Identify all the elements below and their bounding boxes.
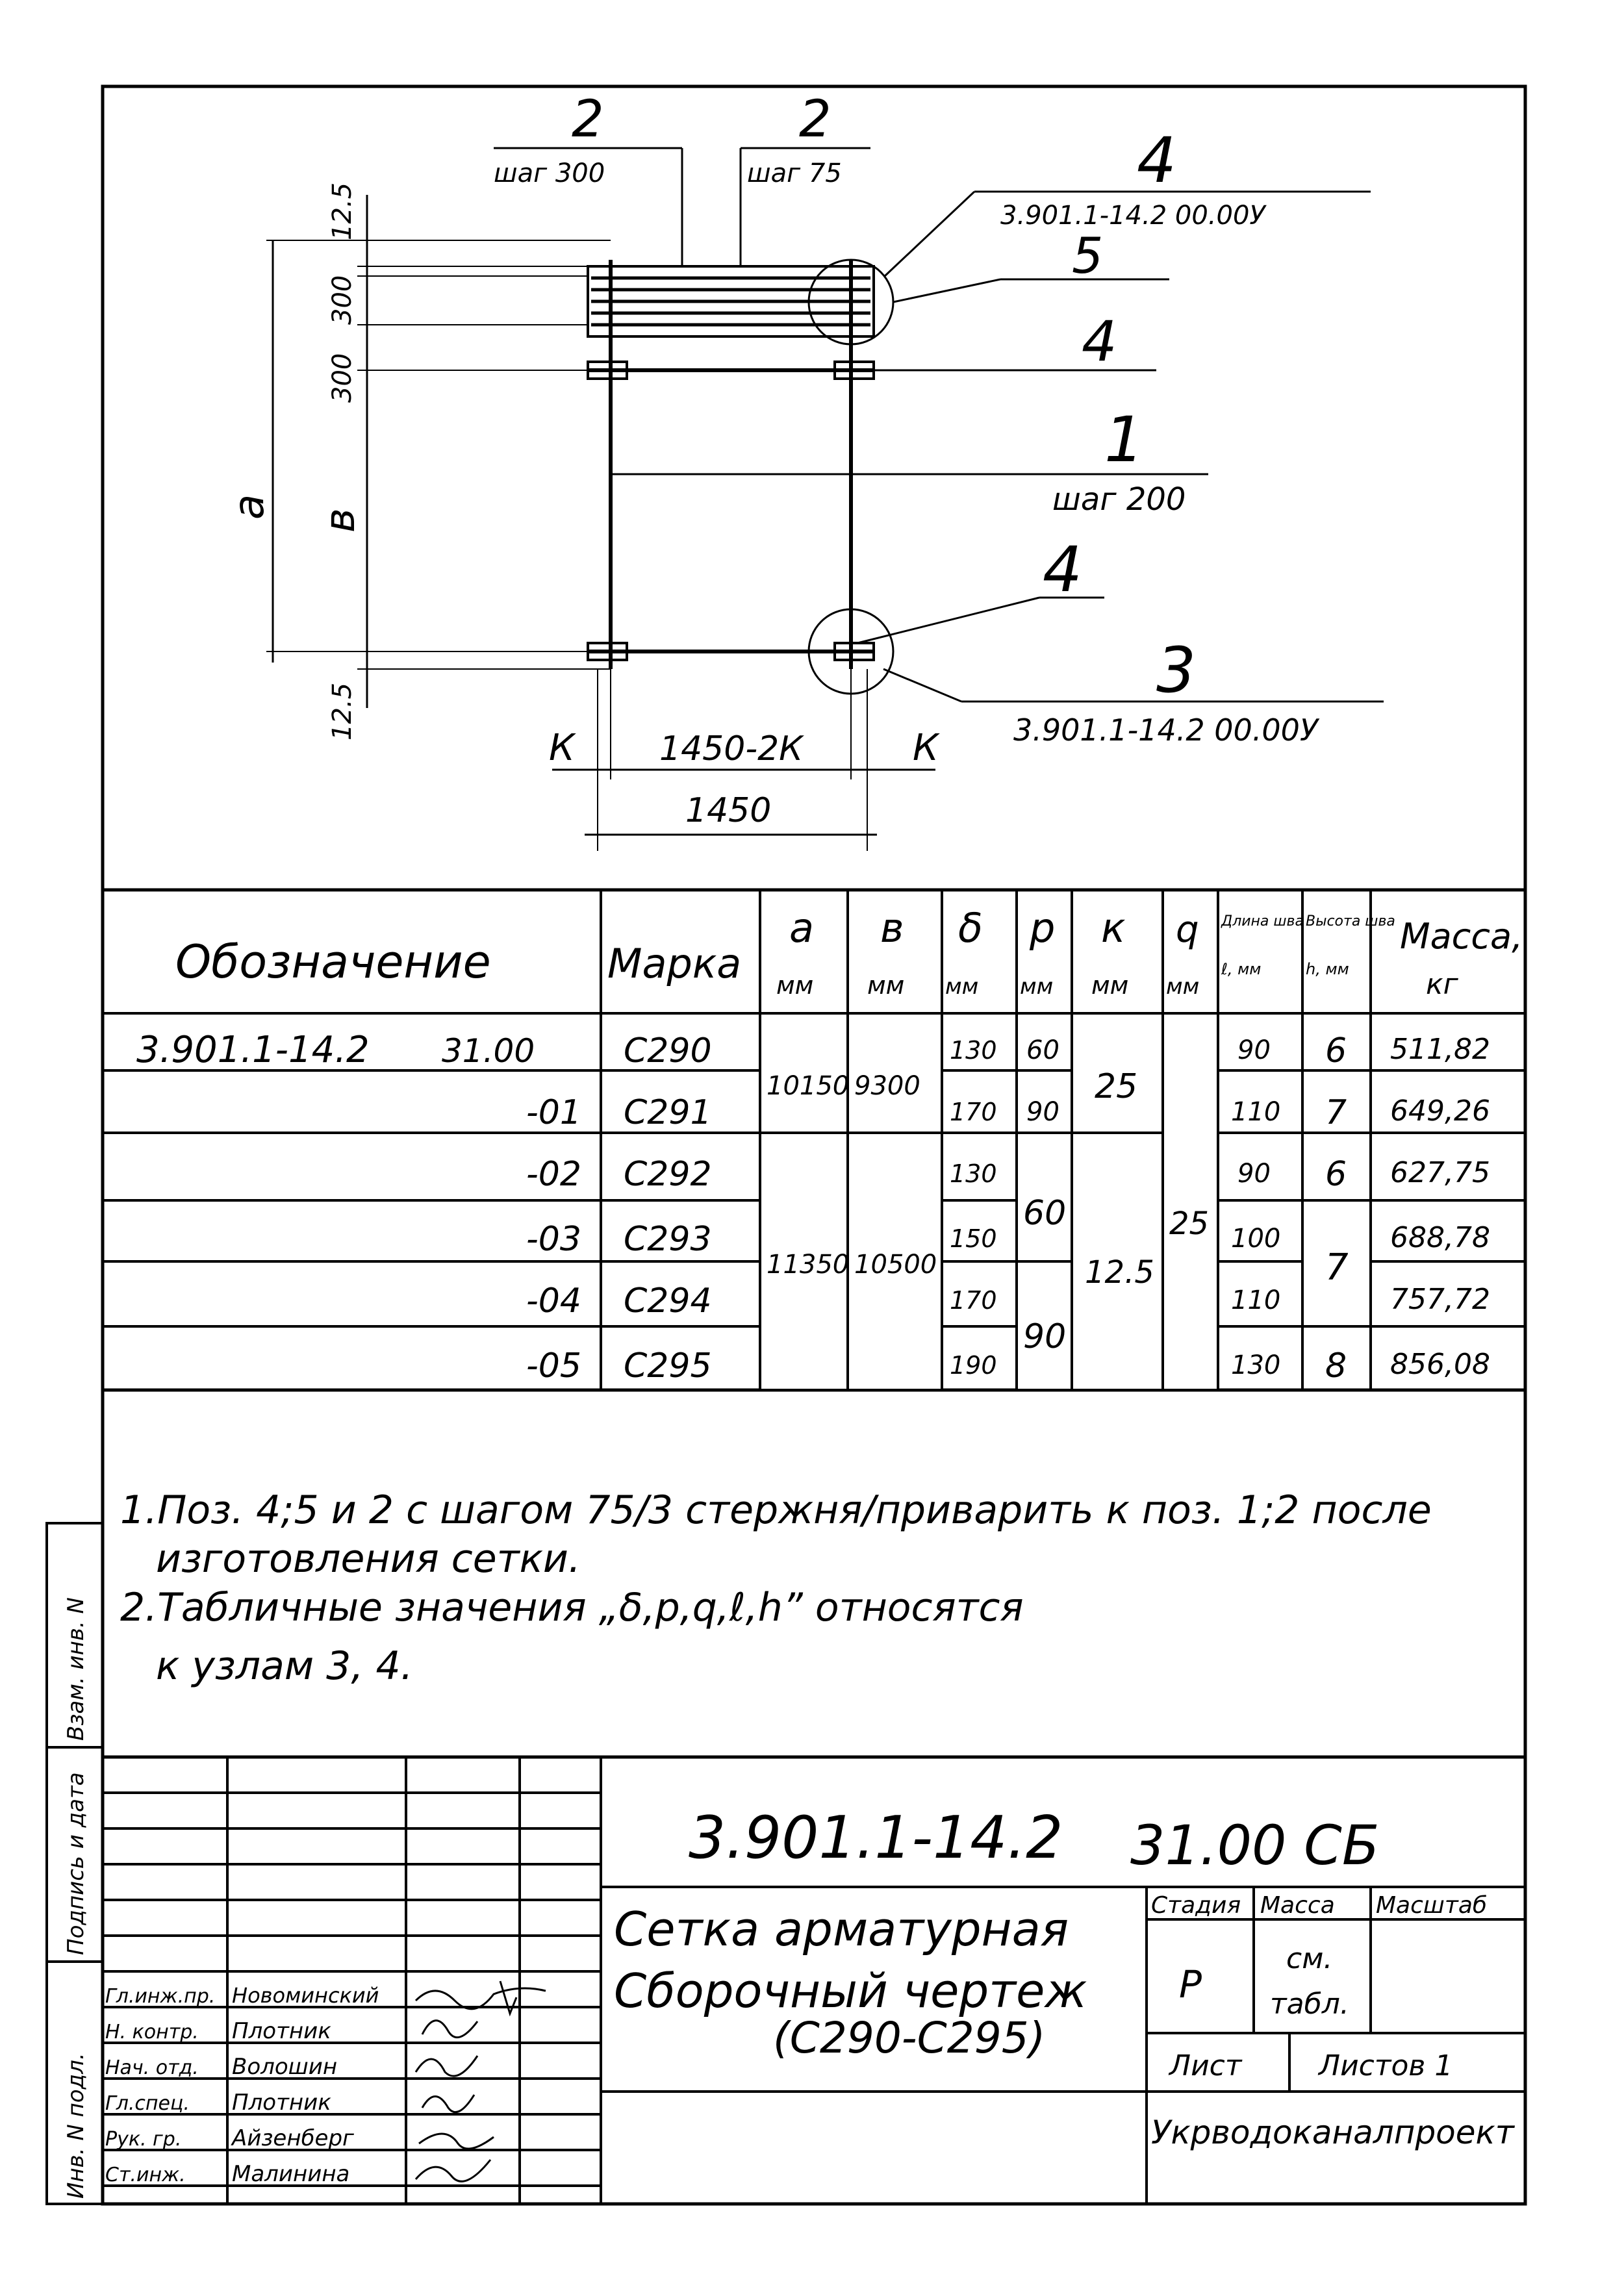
- pos-4-mid-label: 4: [1082, 309, 1117, 374]
- signer-role-4: Рук. гр.: [105, 2128, 182, 2151]
- stage-value: Р: [1179, 1962, 1202, 2006]
- signature-3: [422, 2095, 474, 2112]
- side-stamp-vzam: Взам. инв. N: [63, 1597, 89, 1741]
- dim-1450: 1450: [685, 791, 772, 830]
- signature-1: [422, 2021, 477, 2038]
- row1-h: 7: [1325, 1093, 1347, 1132]
- note-2: 2.Табличные значения „δ,р,q,ℓ,h” относятся: [120, 1585, 1024, 1630]
- sheet-label: Лист: [1169, 2049, 1242, 2082]
- row1-l: 110: [1231, 1097, 1281, 1127]
- row3-mass: 688,78: [1390, 1221, 1490, 1254]
- pos-4-top-label: 4: [1137, 124, 1177, 197]
- pos-5-label: 5: [1072, 227, 1104, 285]
- row4-mass: 757,72: [1390, 1283, 1490, 1316]
- row4-delta: 170: [950, 1286, 997, 1315]
- row5-code: -05: [526, 1347, 581, 1385]
- th-a-unit: мм: [776, 971, 814, 1000]
- row2-mark: С292: [624, 1155, 712, 1194]
- side-stamp-inv: Инв. N подл.: [63, 2053, 89, 2199]
- row2-mass: 627,75: [1390, 1156, 1490, 1189]
- th-mass: Масса,: [1400, 916, 1523, 957]
- title-line-3: (С290-С295): [773, 2013, 1046, 2063]
- stage-label: Стадия: [1151, 1892, 1241, 1919]
- merged-p-1b: 90: [1026, 1097, 1059, 1127]
- sheets-label: Листов 1: [1319, 2049, 1453, 2082]
- row2-h: 6: [1325, 1155, 1347, 1194]
- dim-125-top: 12.5: [327, 182, 357, 240]
- row0-designation: 3.901.1-14.2: [136, 1029, 370, 1071]
- dim-a: a: [225, 494, 273, 520]
- signer-role-2: Нач. отд.: [105, 2056, 199, 2079]
- merged-p-1a: 60: [1026, 1035, 1059, 1065]
- signer-name-0: Новоминский: [232, 1983, 379, 2008]
- th-weld-len: Длина шва: [1221, 913, 1304, 930]
- signer-name-4: Айзенберг: [232, 2125, 354, 2151]
- ref-top: 3.901.1-14.2 00.00У: [1000, 201, 1265, 231]
- pos-2a-label: 2: [572, 90, 604, 149]
- signer-name-3: Плотник: [232, 2090, 331, 2116]
- signer-role-5: Ст.инж.: [105, 2164, 186, 2186]
- row0-delta: 130: [950, 1036, 997, 1065]
- pos-2b-step: шаг 75: [747, 158, 842, 188]
- signature-4: [419, 2134, 494, 2149]
- merged-a-2: 11350: [767, 1250, 850, 1280]
- row5-delta: 190: [950, 1351, 997, 1380]
- row4-mark: С294: [624, 1282, 712, 1321]
- row1-mark: С291: [624, 1093, 712, 1132]
- signatures: [416, 1981, 546, 2181]
- signer-role-0: Гл.инж.пр.: [105, 1985, 216, 2008]
- merged-q-all: 25: [1169, 1206, 1210, 1242]
- row0-l: 90: [1237, 1035, 1271, 1065]
- row4-code: -04: [526, 1282, 581, 1321]
- th-q: q: [1176, 909, 1199, 951]
- row3-code: -03: [526, 1220, 581, 1259]
- th-q-unit: мм: [1166, 974, 1200, 1000]
- th-b: в: [880, 904, 904, 952]
- pos-3-label: 3: [1156, 634, 1197, 707]
- row2-delta: 130: [950, 1159, 997, 1188]
- dim-300-a: 300: [327, 275, 357, 325]
- row4-l: 110: [1231, 1285, 1281, 1315]
- merged-p-2b: 90: [1023, 1317, 1067, 1356]
- th-k: к: [1101, 904, 1126, 952]
- dim-b: в: [316, 508, 364, 533]
- row2-l: 90: [1237, 1159, 1271, 1189]
- signer-role-1: Н. контр.: [105, 2021, 199, 2043]
- dim-300-b: 300: [327, 353, 357, 403]
- th-p: р: [1030, 904, 1056, 952]
- merged-k-1: 25: [1095, 1067, 1138, 1106]
- row0-code: 31.00: [442, 1032, 535, 1070]
- org-name: Укрводоканалпроект: [1151, 2114, 1514, 2151]
- th-weld-h-unit: h, мм: [1306, 960, 1349, 978]
- th-mark: Марка: [607, 940, 742, 987]
- th-p-unit: мм: [1020, 974, 1054, 1000]
- title-line-2: Сборочный чертеж: [614, 1964, 1087, 2018]
- row1-mass: 649,26: [1390, 1094, 1490, 1128]
- dim-k-right: К: [913, 727, 939, 769]
- merged-p-2a: 60: [1023, 1194, 1067, 1233]
- th-designation: Обозначение: [175, 935, 491, 989]
- row0-mass: 511,82: [1390, 1033, 1490, 1066]
- note-1-cont: изготовления сетки.: [156, 1536, 581, 1582]
- merged-b-1: 9300: [854, 1071, 920, 1101]
- mass-value-1: см.: [1286, 1942, 1333, 1975]
- row5-mark: С295: [624, 1347, 712, 1385]
- pos-2a-step: шаг 300: [494, 158, 605, 188]
- pos-4-low-label: 4: [1043, 533, 1083, 606]
- signer-name-1: Плотник: [232, 2018, 331, 2044]
- merged-a-1: 10150: [767, 1071, 850, 1101]
- signer-role-3: Гл.спец.: [105, 2092, 190, 2115]
- merged-h-34: 7: [1325, 1246, 1349, 1289]
- row5-mass: 856,08: [1390, 1348, 1490, 1381]
- signature-5: [416, 2160, 490, 2181]
- pos-2b-label: 2: [799, 90, 831, 149]
- title-line-1: Сетка арматурная: [614, 1902, 1069, 1956]
- pos-1-label: 1: [1104, 403, 1145, 476]
- ref-bottom: 3.901.1-14.2 00.00У: [1013, 713, 1318, 748]
- signature-2: [416, 2056, 477, 2076]
- merged-k-2: 12.5: [1085, 1254, 1154, 1291]
- row0-h: 6: [1325, 1031, 1347, 1070]
- note-1: 1.Поз. 4;5 и 2 с шагом 75/3 стержня/приварить к поз. 1;2 после: [120, 1487, 1432, 1533]
- row3-mark: С293: [624, 1220, 712, 1259]
- th-weld-len-unit: ℓ, мм: [1221, 960, 1262, 978]
- scale-label: Масштаб: [1376, 1892, 1488, 1919]
- mass-label: Масса: [1260, 1892, 1335, 1919]
- row0-mark: С290: [624, 1031, 712, 1070]
- row5-h: 8: [1325, 1347, 1347, 1385]
- th-delta-unit: мм: [945, 974, 979, 1000]
- th-a: a: [789, 904, 814, 952]
- row5-l: 130: [1231, 1350, 1281, 1380]
- dim-k-left: К: [549, 727, 575, 769]
- pos-1-step: шаг 200: [1052, 481, 1186, 518]
- side-stamp-podpis: Подпись и дата: [63, 1772, 89, 1955]
- doc-code: 3.901.1-14.2: [689, 1804, 1063, 1872]
- th-weld-h: Высота шва: [1306, 913, 1395, 930]
- row2-code: -02: [526, 1155, 581, 1194]
- th-k-unit: мм: [1091, 971, 1129, 1000]
- th-b-unit: мм: [867, 971, 905, 1000]
- row3-delta: 150: [950, 1224, 997, 1253]
- mass-value-2: табл.: [1270, 1988, 1349, 2021]
- th-delta: δ: [958, 904, 983, 952]
- merged-b-2: 10500: [854, 1250, 937, 1280]
- dim-1450-2k: 1450-2К: [659, 729, 804, 768]
- th-mass-unit: кг: [1426, 968, 1458, 1001]
- row3-l: 100: [1231, 1224, 1281, 1254]
- note-2-cont: к узлам 3, 4.: [156, 1643, 413, 1689]
- doc-suffix: 31.00 СБ: [1130, 1814, 1380, 1877]
- row1-code: -01: [526, 1093, 581, 1132]
- row1-delta: 170: [950, 1098, 997, 1126]
- signer-name-2: Волошин: [232, 2054, 338, 2080]
- signer-name-5: Малинина: [232, 2161, 350, 2187]
- dim-125-bottom: 12.5: [327, 682, 357, 740]
